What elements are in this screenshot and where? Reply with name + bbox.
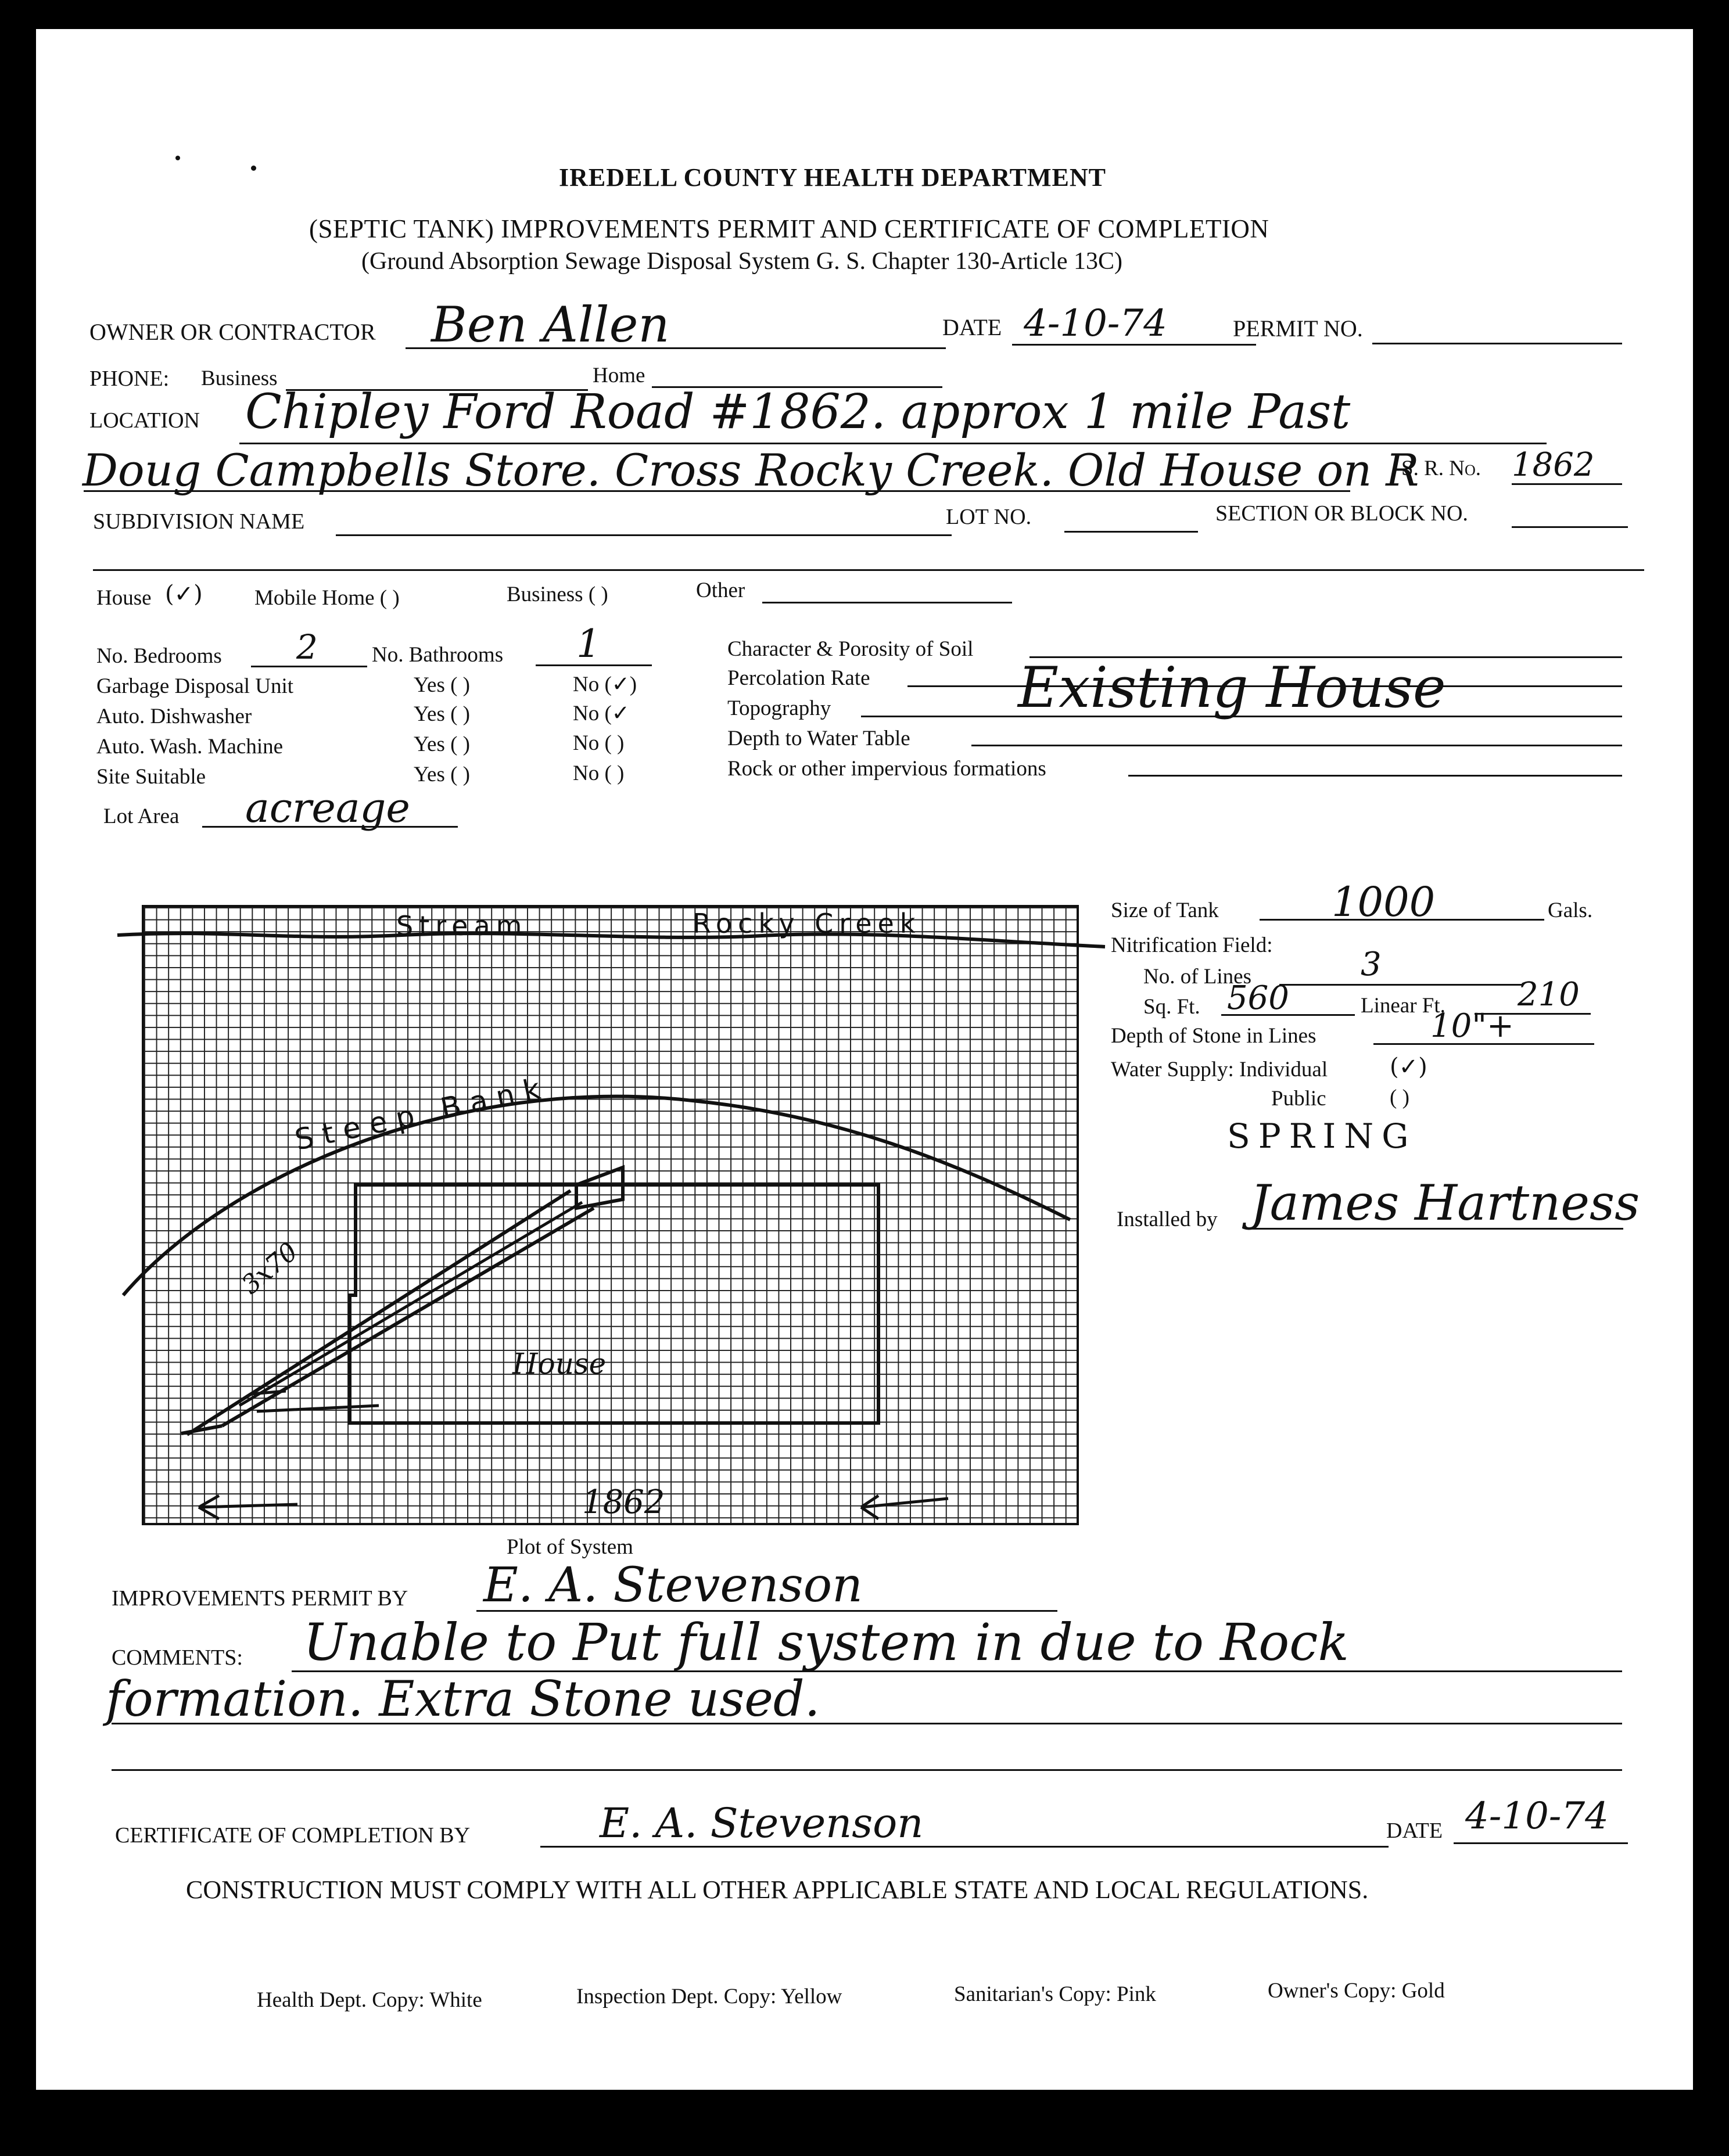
comments-line-1-value[interactable]: Unable to Put full system in due to Rock — [303, 1612, 1349, 1672]
subdivision-line — [336, 534, 952, 536]
form-subtitle: (Ground Absorption Sewage Disposal System G. S. Chapter 130-Article 13C) — [361, 248, 1123, 275]
soil-character-label: Character & Porosity of Soil — [727, 637, 974, 661]
compliance-notice: CONSTRUCTION MUST COMPLY WITH ALL OTHER APPLICABLE STATE AND LOCAL REGULATIONS. — [186, 1875, 1369, 1904]
form-title: (SEPTIC TANK) IMPROVEMENTS PERMIT AND CERTIFICATE OF COMPLETION — [309, 214, 1269, 243]
phone-label: PHONE: — [89, 366, 170, 391]
speck — [251, 166, 256, 171]
department-heading: IREDELL COUNTY HEALTH DEPARTMENT — [559, 163, 1106, 192]
road-arrow-right — [861, 1496, 948, 1519]
water-individual-mark[interactable]: (✓) — [1390, 1054, 1427, 1080]
topography-label: Topography — [727, 696, 831, 720]
stone-depth-value[interactable]: 10"+ — [1430, 1007, 1514, 1045]
comments-line-3 — [112, 1769, 1622, 1771]
plot-stream-label: Stream — [396, 910, 528, 942]
location-line-1-value[interactable]: Chipley Ford Road #1862. approx 1 mile Past — [245, 385, 1351, 440]
plot-creek-label: Rocky Creek — [693, 908, 921, 939]
installed-by-value[interactable]: James Hartness — [1250, 1174, 1640, 1231]
speck — [175, 156, 180, 160]
site-suitable-label: Site Suitable — [96, 765, 206, 789]
certificate-date-line — [1454, 1842, 1628, 1844]
rock-formations-label: Rock or other impervious formations — [727, 757, 1046, 781]
tank-size-value[interactable]: 1000 — [1332, 878, 1436, 926]
bedrooms-value[interactable]: 2 — [296, 627, 318, 667]
garbage-disposal-yes[interactable]: Yes ( ) — [414, 673, 470, 697]
sr-no-label: S. R. No. — [1401, 457, 1482, 480]
section-label: SECTION OR BLOCK NO. — [1215, 501, 1468, 526]
lot-no-label: LOT NO. — [946, 505, 1032, 529]
certificate-date-value[interactable]: 4-10-74 — [1465, 1795, 1609, 1838]
sqft-label: Sq. Ft. — [1143, 995, 1200, 1019]
tank-size-label: Size of Tank — [1111, 899, 1219, 922]
location-line-2-value[interactable]: Doug Campbells Store. Cross Rocky Creek. Old House on R — [82, 444, 1419, 496]
creek-line — [117, 933, 1105, 947]
plot-drawing — [112, 894, 1111, 1545]
plot-bank-label: Steep Bank — [292, 1070, 553, 1157]
water-supply-label: Water Supply: Individual — [1111, 1058, 1328, 1081]
lot-area-label: Lot Area — [103, 804, 180, 828]
lot-no-line — [1064, 531, 1198, 533]
house-checkmark[interactable]: (✓) — [165, 581, 203, 608]
copy-owner: Owner's Copy: Gold — [1268, 1979, 1445, 2003]
date-label: DATE — [942, 314, 1002, 340]
bathrooms-label: No. Bathrooms — [372, 643, 504, 667]
rock-formations-line — [1128, 775, 1622, 777]
linear-ft-value[interactable]: 210 — [1518, 976, 1580, 1014]
water-public-mark[interactable]: ( ) — [1390, 1086, 1409, 1109]
water-table-line — [971, 745, 1622, 746]
lines-count-value[interactable]: 3 — [1361, 946, 1382, 983]
installed-by-label: Installed by — [1117, 1208, 1218, 1231]
copy-sanitarian: Sanitarian's Copy: Pink — [954, 1982, 1156, 2006]
lines-count-label: No. of Lines — [1143, 965, 1251, 989]
permit-no-line — [1372, 343, 1622, 344]
copy-inspection-dept: Inspection Dept. Copy: Yellow — [576, 1985, 842, 2008]
owner-value[interactable]: Ben Allen — [431, 296, 670, 353]
blank-line — [93, 569, 1644, 571]
date-value[interactable]: 4-10-74 — [1024, 302, 1167, 345]
permit-no-label: PERMIT NO. — [1233, 315, 1363, 342]
garbage-disposal-label: Garbage Disposal Unit — [96, 674, 294, 698]
nitrification-label: Nitrification Field: — [1111, 933, 1273, 957]
plot-lines-label: 3x70 — [236, 1237, 304, 1300]
comments-label: COMMENTS: — [112, 1645, 243, 1670]
bathrooms-value[interactable]: 1 — [576, 621, 601, 666]
plot-house-label: House — [512, 1347, 607, 1381]
dishwasher-label: Auto. Dishwasher — [96, 705, 252, 728]
location-label: LOCATION — [89, 408, 200, 433]
other-line — [762, 602, 1012, 603]
bedrooms-label: No. Bedrooms — [96, 644, 222, 668]
phone-home-label: Home — [593, 364, 645, 387]
plot-road-label: 1862 — [582, 1483, 665, 1521]
water-source-value[interactable]: SPRING — [1227, 1116, 1417, 1156]
section-line — [1512, 526, 1628, 528]
owner-label: OWNER OR CONTRACTOR — [89, 319, 376, 345]
business-option[interactable]: Business ( ) — [507, 583, 608, 606]
stone-depth-label: Depth of Stone in Lines — [1111, 1024, 1317, 1048]
subdivision-label: SUBDIVISION NAME — [93, 509, 305, 534]
mobile-home-option[interactable]: Mobile Home ( ) — [254, 586, 400, 610]
water-table-label: Depth to Water Table — [727, 727, 910, 750]
wash-machine-no[interactable]: No ( ) — [573, 731, 625, 755]
dishwasher-no[interactable]: No (✓ — [573, 702, 630, 725]
percolation-label: Percolation Rate — [727, 666, 870, 690]
soil-handwritten[interactable]: Existing House — [1018, 655, 1446, 720]
certificate-value[interactable]: E. A. Stevenson — [600, 1799, 924, 1847]
certificate-date-label: DATE — [1386, 1819, 1443, 1843]
plot-caption: Plot of System — [507, 1535, 633, 1559]
phone-business-label: Business — [201, 366, 278, 390]
road-arrow-left — [199, 1496, 297, 1519]
water-public-label: Public — [1271, 1087, 1326, 1111]
comments-line-2-value[interactable]: formation. Extra Stone used. — [106, 1670, 820, 1727]
copy-health-dept: Health Dept. Copy: White — [257, 1988, 482, 2012]
wash-machine-yes[interactable]: Yes ( ) — [414, 732, 470, 756]
dishwasher-yes[interactable]: Yes ( ) — [414, 702, 470, 726]
lines-count-line — [1279, 984, 1523, 986]
tank-size-unit: Gals. — [1548, 899, 1593, 922]
certificate-label: CERTIFICATE OF COMPLETION BY — [115, 1823, 471, 1848]
lot-area-value[interactable]: acreage — [245, 784, 410, 832]
garbage-disposal-no[interactable]: No (✓) — [573, 673, 637, 696]
wash-machine-label: Auto. Wash. Machine — [96, 735, 284, 759]
other-label: Other — [696, 578, 745, 602]
permit-sheet — [36, 29, 1693, 2090]
improvements-permit-label: IMPROVEMENTS PERMIT BY — [112, 1586, 408, 1611]
improvements-permit-value[interactable]: E. A. Stevenson — [483, 1558, 863, 1613]
field-lines — [181, 1167, 623, 1435]
linear-ft-label: Linear Ft. — [1361, 994, 1445, 1018]
site-suitable-no[interactable]: No ( ) — [573, 761, 625, 785]
sr-no-value[interactable]: 1862 — [1512, 446, 1595, 484]
sqft-value[interactable]: 560 — [1227, 979, 1289, 1017]
site-suitable-yes[interactable]: Yes ( ) — [414, 763, 470, 786]
house-label: House — [96, 586, 152, 610]
